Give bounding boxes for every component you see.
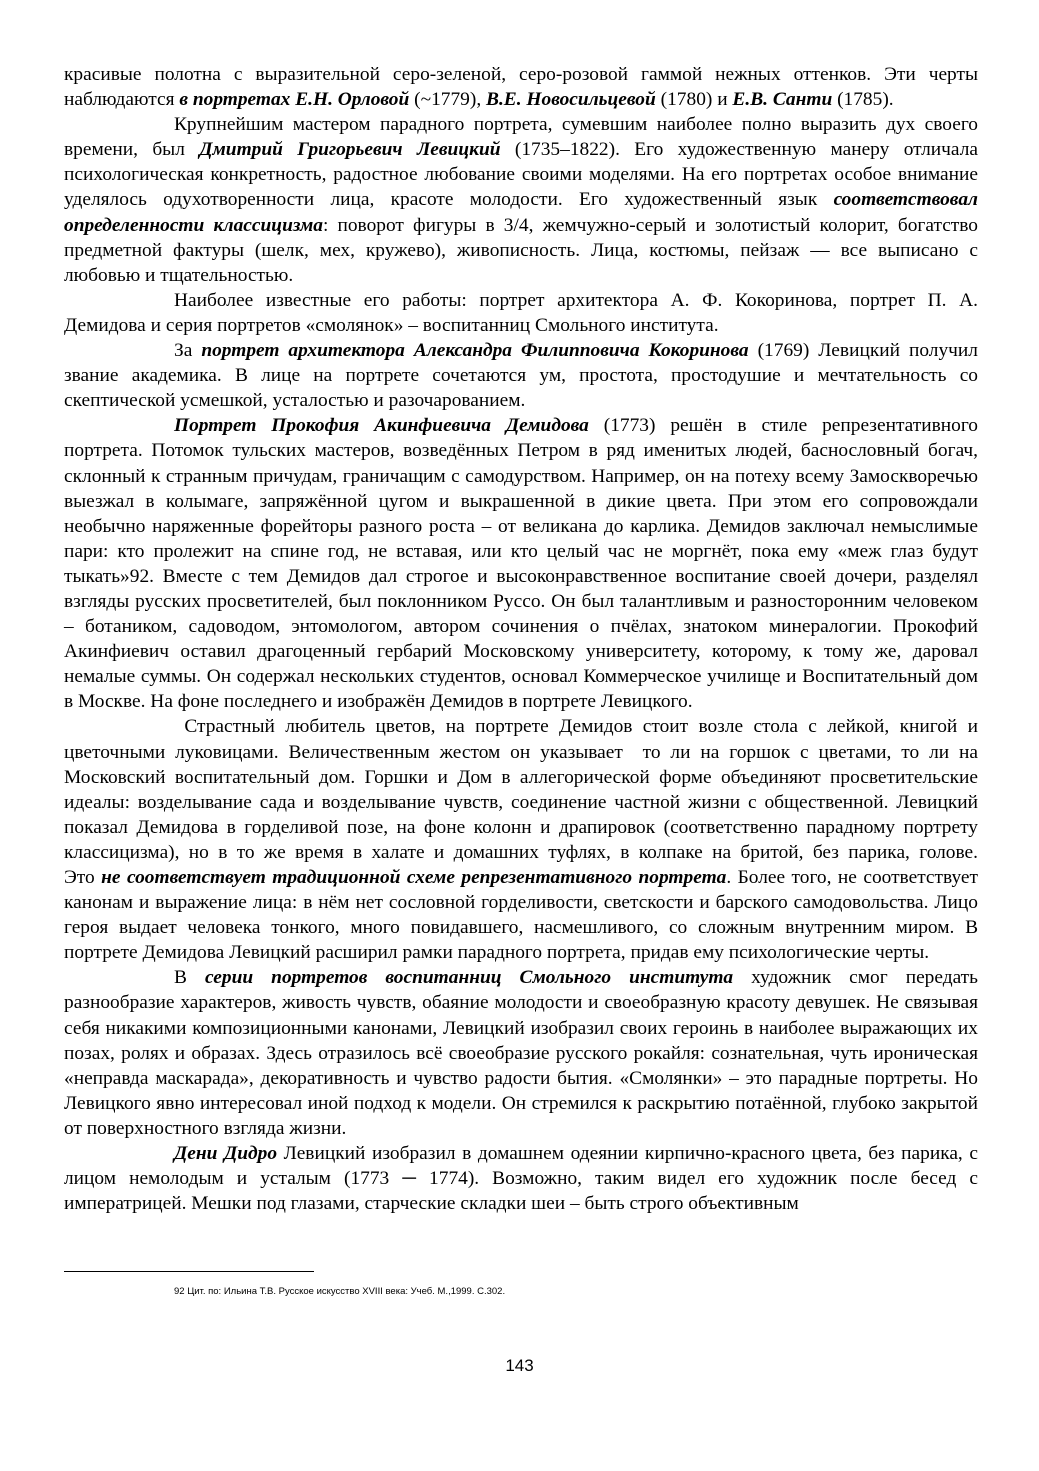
text-run: В [174,967,205,989]
emphasis-run: Портрет Прокофия Акинфиевича Демидова [174,415,589,437]
paragraph-8 [64,1141,978,1216]
text-run: (1735–1822). Его художественную манеру отличала психологическая конкретность, радостное любование своими моделями. На его портретах особое внимание уделялось одухотворенности лица, красоте молодости. Его художественный язык [64,139,978,211]
footnote: 92 Цит. по: Ильина Т.В. Русское искусство XVIII века: Учеб. М.,1999. С.302. [174,1286,506,1297]
text-run: (1780) и [655,89,733,111]
emphasis-run: Дени Дидро [174,1143,278,1165]
emphasis-run: соответствовал определенности классицизма [64,189,978,236]
paragraph-2 [64,112,978,288]
text-run: Крупнейшим мастером парадного портрета, сумевшим наиболее полно выразить дух своего времени, был [64,114,978,161]
emphasis-run: В.Е. Новосильцевой [486,89,656,111]
footnote-separator [64,1271,314,1272]
text-run: За [174,340,202,362]
paragraph-5 [64,413,978,714]
emphasis-run: в портретах Е.Н. Орловой [179,89,410,111]
paragraph-1 [64,62,978,112]
text-run: (1773) решён в стиле репрезентативного портрета. Потомок тульских мастеров, возведённых Петром в ряд именитых людей, баснословный богач, склонный к странным причудам, граничащим с самодурством. Например, он на потеху всему Замоскворечью выезжал в колымаге, запряжённой цугом и выкрашенной в дикие цвета. При этом его сопровождали необычно наряженные форейторы разного роста – от великана до карлика. Демидов заключал немыслимые пари: кто пролежит на спине год, не вставая, или кто целый час не моргнёт, пока ему «меж глаз будут тыкать»92. Вместе с тем Демидов дал строгое и высоконравственное воспитание своей дочери, разделял взгляды русских просветителей, был поклонником Руссо. Он был талантливым и разносторонним человеком – ботаником, садоводом, энтомологом, автором сочинения о пчёлах, знатоком минералогии. Прокофий Акинфиевич оставил драгоценный гербарий Московскому университету, которому, к тому же, даровал немалые суммы. Он содержал нескольких студентов, основал Коммерческое училище и Воспитательный дом в Москве. На фоне последнего и изображён Демидов в портрете Левицкого. [64,415,979,713]
text-run: (1785). [832,89,894,111]
text-run: Страстный любитель цветов, на портрете Демидов стоит возле стола с лейкой, книгой и цветочными луковицами. Величественным жестом он указывает то ли на горшок с цветами, то ли на Московский воспитательный дом. Горшки и Дом в аллегорической форме объединяют просветительские идеалы: возделывание сада и возделывание чувств, соединение частной жизни с общественной. Левицкий показал Демидова в горделивой позе, на фоне колонн и драпировок (соответственно парадному портрету классицизма), но в то же время в халате и домашних туфлях, в колпаке на бритой, без парика, голове. Это [64,716,1027,888]
paragraph-3 [64,288,978,338]
emphasis-run: Дмитрий Григорьевич Левицкий [199,139,501,161]
emphasis-run: Е.В. Санти [732,89,833,111]
text-run: красивые полотна с выразительной серо-зеленой, серо-розовой гаммой нежных оттенков. Эти черты наблюдаются [64,64,978,111]
text-run: (1769) Левицкий получил звание академика. В лице на портрете сочетаются ум, простота, простодушие и мечтательность со скептической усмешкой, усталостью и разочарованием. [64,340,978,412]
page-number: 143 [505,1356,534,1375]
paragraph-6 [64,714,1027,965]
emphasis-run: портрет архитектора Александра Филипповича Кокоринова [201,340,749,362]
paragraph-7 [64,965,978,1141]
text-run: Наиболее известные его работы: портрет архитектора А. Ф. Кокоринова, портрет П. А. Демидова и серия портретов «смолянок» – воспитанниц Смольного института. [64,289,978,336]
emphasis-run: не соответствует традиционной схеме репрезентативного портрета [101,867,727,888]
text-run: художник смог передать разнообразие характеров, живость чувств, обаяние молодости и своеобразную красоту девушек. Не связывая себя никакими композиционными канонами, Левицкий изобразил своих героинь в наиболее выражающих их позах, ролях и образах. Здесь отразилось всё своеобразие русского рокайля: сознательная, чуть ироническая «неправда маскарада», декоративность и чувство радости бытия. «Смолянки» – это парадные портреты. Но Левицкого явно интересовал иной подход к модели. Он стремился к раскрытию потаённой, глубоко закрытой от поверхностного взгляда жизни. [64,967,979,1139]
text-run: . Более того, не соответствует канонам и выражение лица: в нём нет сословной горделивости, светскости и барского самодовольства. Лицо героя выдает человека тонкого, много повидавшего, насмешливого, со сложным внутренним миром. В портрете Демидова Левицкий расширил рамки парадного портрета, придав ему психологические черты. [64,867,979,964]
paragraph-4 [64,338,978,413]
text-run: Левицкий изобразил в домашнем одеянии кирпично-красного цвета, без парика, с лицом немолодым и усталым (1773 ─ 1774). Возможно, таким видел его художник после бесед с императрицей. Мешки под глазами, старческие складки шеи – быть строго объективным [64,1143,978,1215]
emphasis-run: серии портретов воспитанниц Смольного института [204,967,734,989]
text-run: : поворот фигуры в 3/4, жемчужно-серый и золотистый колорит, богатство предметной фактуры (шелк, мех, кружево), живописность. Лица, костюмы, пейзаж — все выписано с любовью и тщательностью. [64,214,978,286]
text-run: (~1779), [409,89,487,111]
page-body [64,62,1027,1216]
